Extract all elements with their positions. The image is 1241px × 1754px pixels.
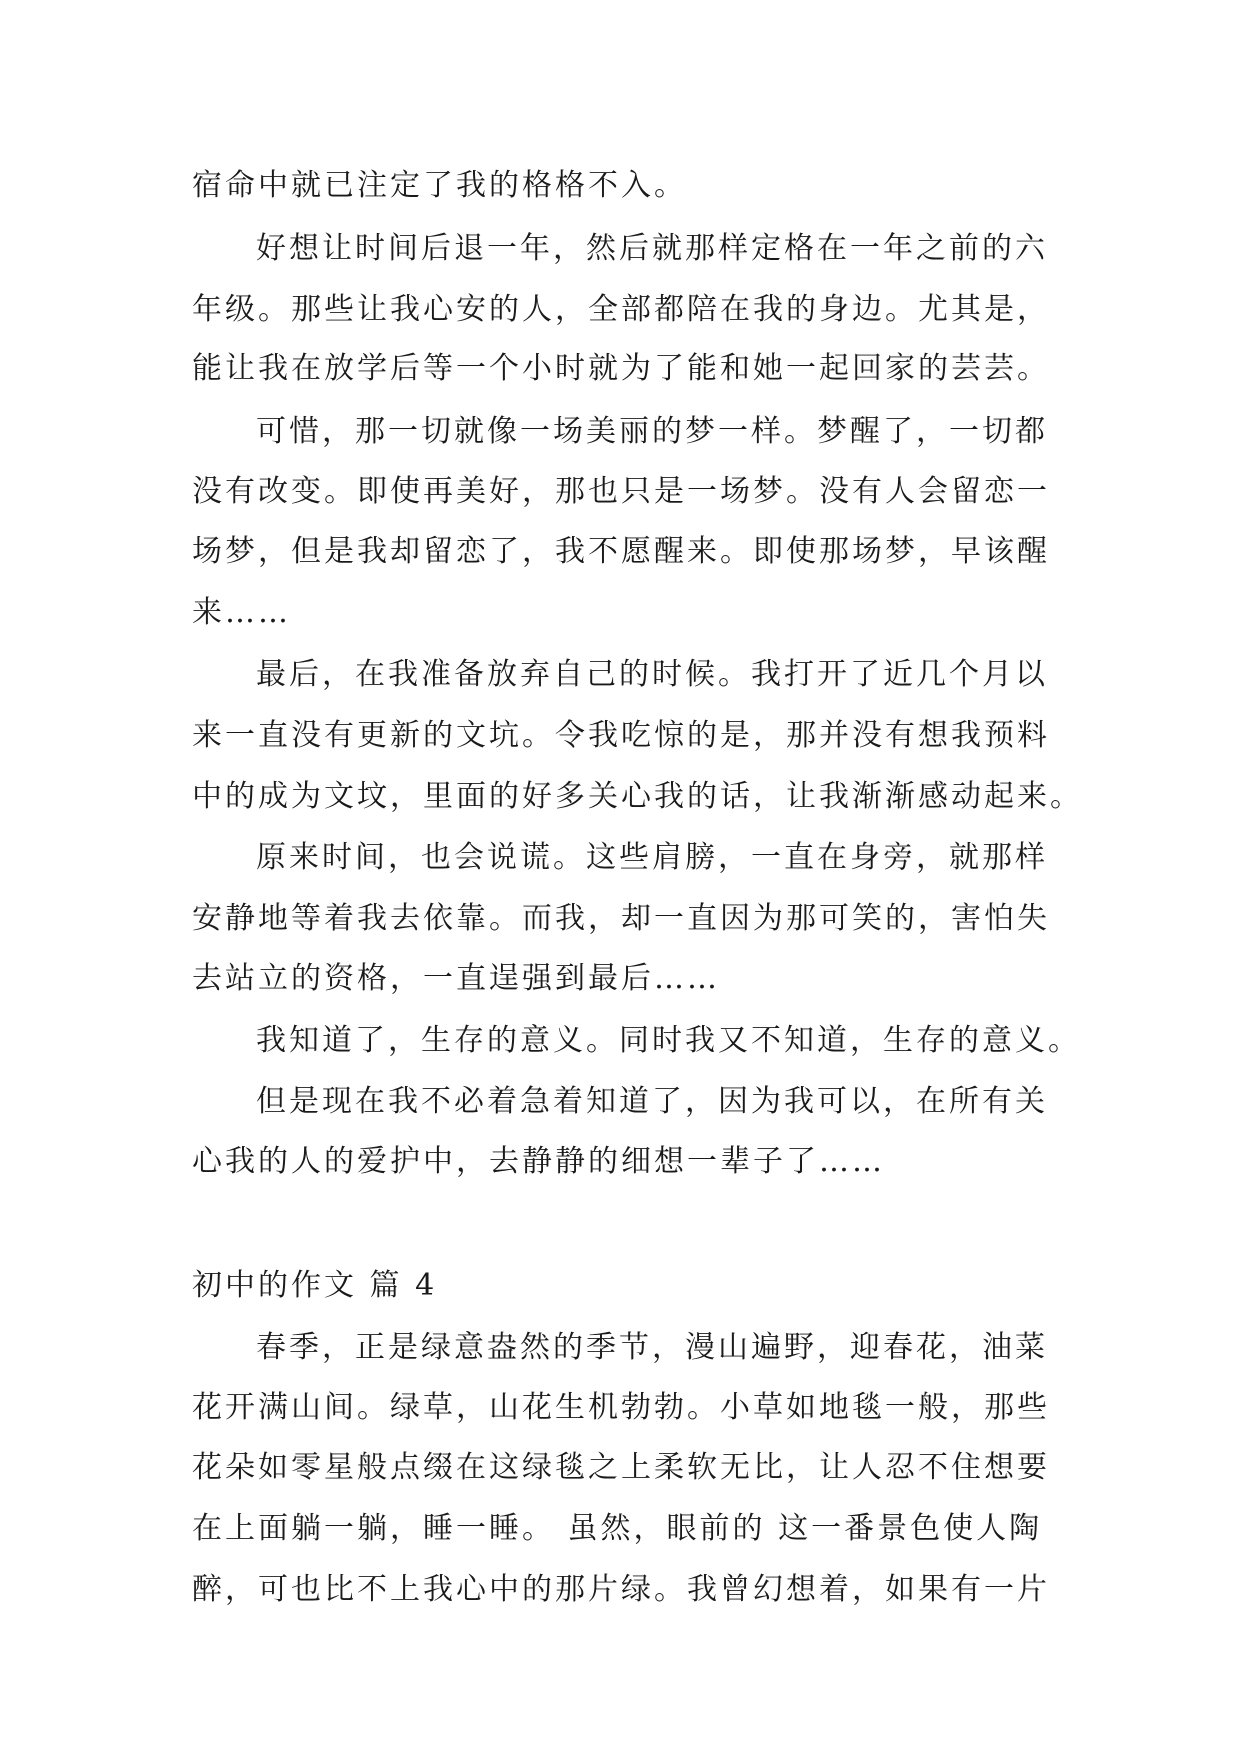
text-line: 年级。那些让我心安的人，全部都陪在我的身边。尤其是，: [192, 292, 1050, 327]
text-line: 可惜，那一切就像一场美丽的梦一样。梦醒了，一切都: [256, 414, 1048, 449]
text-line: 在上面躺一躺，睡一睡。 虽然，眼前的 这一番景色使人陶: [192, 1511, 1043, 1546]
text-line: 宿命中就已注定了我的格格不入。: [192, 168, 687, 203]
section-heading: 初中的作文 篇 4: [192, 1268, 438, 1303]
text-line: 心我的人的爱护中，去静静的细想一辈子了……: [192, 1144, 885, 1179]
text-line: 来……: [192, 595, 291, 630]
text-line: 春季，正是绿意盎然的季节，漫山遍野，迎春花，油菜: [256, 1330, 1048, 1365]
text-line: 中的成为文坟，里面的好多关心我的话，让我渐渐感动起来。: [192, 779, 1083, 814]
text-line: 去站立的资格，一直逞强到最后……: [192, 961, 720, 996]
text-line: 我知道了，生存的意义。同时我又不知道，生存的意义。: [256, 1023, 1081, 1058]
text-line: 花朵如零星般点缀在这绿毯之上柔软无比，让人忍不住想要: [192, 1450, 1050, 1485]
text-line: 来一直没有更新的文坑。令我吃惊的是，那并没有想我预料: [192, 718, 1050, 753]
text-line: 原来时间，也会说谎。这些肩膀，一直在身旁，就那样: [256, 840, 1048, 875]
text-line: 好想让时间后退一年，然后就那样定格在一年之前的六: [256, 231, 1048, 266]
text-line: 最后，在我准备放弃自己的时候。我打开了近几个月以: [256, 657, 1048, 692]
text-line: 安静地等着我去依靠。而我，却一直因为那可笑的，害怕失: [192, 901, 1050, 936]
text-line: 能让我在放学后等一个小时就为了能和她一起回家的芸芸。: [192, 351, 1050, 386]
text-line: 醉，可也比不上我心中的那片绿。我曾幻想着，如果有一片: [192, 1572, 1050, 1607]
text-line: 但是现在我不必着急着知道了，因为我可以，在所有关: [256, 1084, 1048, 1119]
text-line: 没有改变。即使再美好，那也只是一场梦。没有人会留恋一: [192, 474, 1050, 509]
text-line: 花开满山间。绿草，山花生机勃勃。小草如地毯一般，那些: [192, 1390, 1050, 1425]
text-line: 场梦，但是我却留恋了，我不愿醒来。即使那场梦，早该醒: [192, 534, 1050, 569]
